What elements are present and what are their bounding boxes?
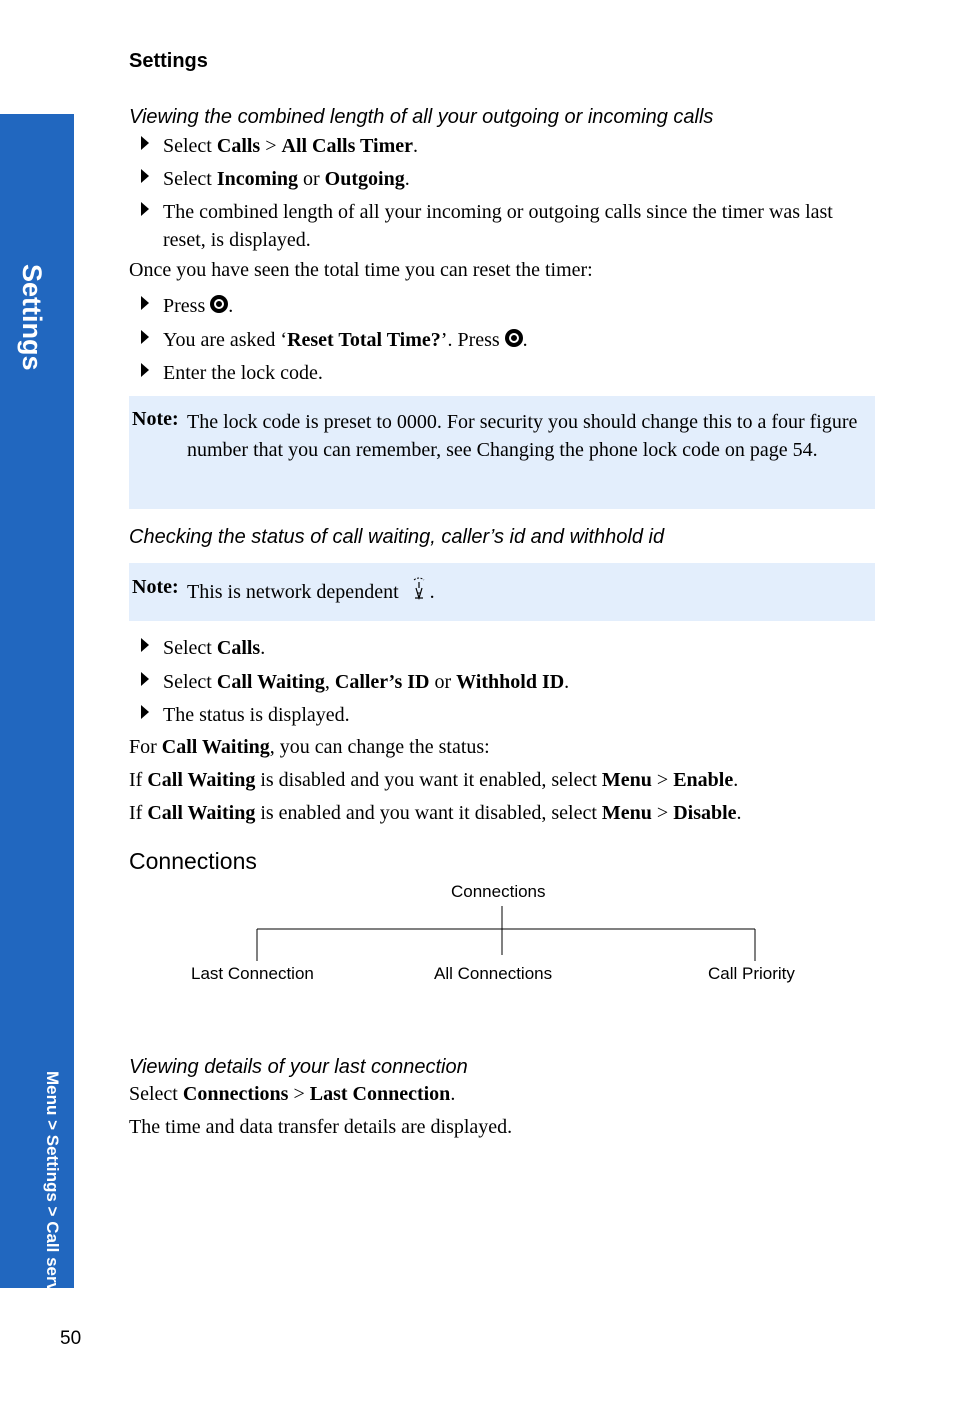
bullet-arrow-icon [141, 136, 149, 150]
list-item: Select Call Waiting, Caller’s ID or Withhold ID. [137, 668, 877, 696]
section-heading-call-timer: Viewing the combined length of all your outgoing or incoming calls [129, 106, 714, 128]
sidebar-breadcrumb: Menu > Settings > Call service [43, 1071, 62, 1316]
bullet-arrow-icon [141, 638, 149, 652]
paragraph: Select Connections > Last Connection. [129, 1083, 456, 1105]
bullet-arrow-icon [141, 705, 149, 719]
list-item: Select Incoming or Outgoing. [137, 165, 877, 193]
bullet-arrow-icon [141, 672, 149, 686]
note-box [129, 396, 875, 509]
paragraph: For Call Waiting, you can change the status: [129, 736, 490, 758]
connections-menu-tree [129, 878, 875, 998]
connections-heading: Connections [129, 848, 257, 874]
note-text: The lock code is preset to 0000. For security you should change this to a four figure number that you can remember, see Changing the phone lock code on page 54. [187, 411, 858, 461]
list-item: Select Calls. [137, 634, 877, 662]
paragraph: If Call Waiting is enabled and you want it disabled, select Menu > Disable. [129, 802, 742, 824]
bullet-arrow-icon [141, 330, 149, 344]
paragraph: The time and data transfer details are displayed. [129, 1116, 513, 1138]
section-heading-last-connection: Viewing details of your last connection [129, 1056, 468, 1078]
sidebar-title: Settings [17, 264, 47, 371]
bullet-arrow-icon [141, 296, 149, 310]
note-label: Note: [132, 576, 179, 598]
list-item: Enter the lock code. [137, 359, 877, 387]
bullet-arrow-icon [141, 169, 149, 183]
note-box: Note: This is network dependent . [129, 563, 875, 621]
select-key-icon [210, 295, 228, 313]
paragraph: If Call Waiting is disabled and you want it enabled, select Menu > Enable. [129, 769, 739, 791]
paragraph: Once you have seen the total time you can reset the timer: [129, 259, 593, 281]
tree-item-call-priority: Call Priority [708, 964, 795, 983]
page-header-title: Settings [129, 50, 208, 72]
list-item: Press . [137, 292, 877, 320]
tree-root-connections: Connections [451, 882, 546, 901]
bullet-arrow-icon [141, 363, 149, 377]
tree-item-last-connection: Last Connection [191, 964, 314, 983]
note-label: Note: [132, 408, 179, 430]
bullet-arrow-icon [141, 202, 149, 216]
list-item: The status is displayed. [137, 701, 877, 729]
network-antenna-icon [408, 576, 430, 602]
tree-item-all-connections: All Connections [434, 964, 553, 983]
page-number: 50 [60, 1328, 82, 1349]
note-text: This is network dependent [187, 581, 399, 603]
section-heading-call-waiting: Checking the status of call waiting, caller’s id and withhold id [129, 526, 665, 548]
select-key-icon [505, 329, 523, 347]
list-item: Select Calls > All Calls Timer. [137, 132, 877, 160]
sidebar-tab [0, 114, 74, 1316]
list-item: The combined length of all your incoming or outgoing calls since the timer was last reset, is displayed. [137, 198, 877, 254]
list-item: You are asked ‘Reset Total Time?’. Press . [137, 326, 877, 354]
